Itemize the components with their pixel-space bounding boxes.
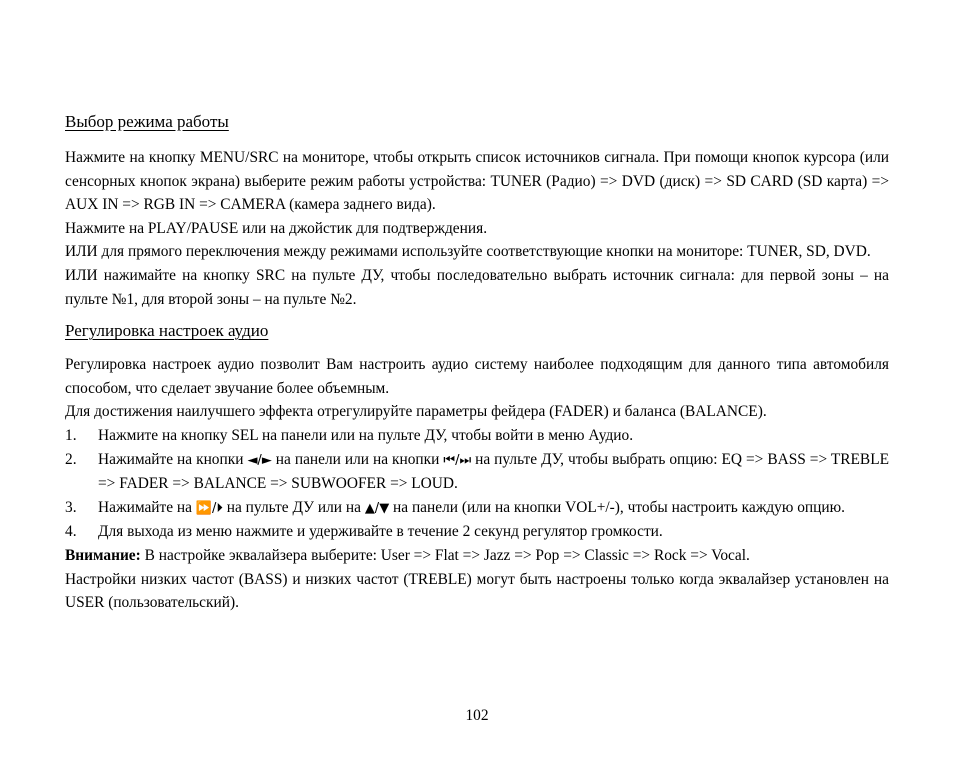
paragraph-fader-balance: Для достижения наилучшего эффекта отрегулируйте параметры фейдера (FADER) и баланса (BALANCE). [65,403,767,421]
step-number: 4. [65,523,77,541]
step-text: Для выхода из меню нажмите и удерживайте в течение 2 секунд регулятор громкости. [98,523,663,541]
list-item [65,424,889,448]
step-text-post: на пульте ДУ, чтобы выбрать опцию: EQ => BASS => TREBLE => FADER => BALANCE => SUBWOOFER => LOUD. [98,450,890,493]
note-paragraph [65,544,889,568]
note-text: В настройке эквалайзера выберите: User => Flat => Jazz => Pop => Classic => Rock => Vocal. [140,546,750,564]
left-right-arrows-icon: ◄/► [247,452,272,468]
step-text-pre: Нажимайте на [98,498,196,516]
paragraph-audio-intro: Регулировка настроек аудио позволит Вам настроить аудио систему наиболее подходящим для данного типа автомобиля способом, что сделает звучание более объемным. [65,356,889,397]
paragraph-confirm: Нажмите на PLAY/PAUSE или на джойстик для подтверждения. [65,219,488,237]
step-text-pre: Нажимайте на кнопки [98,450,248,468]
step-text-mid: на пульте ДУ или на [222,498,365,516]
audio-steps-list [65,424,889,544]
page-number: 102 [465,707,489,724]
list-item [65,520,889,544]
paragraph-remote-src: ИЛИ нажимайте на кнопку SRC на пульте ДУ, чтобы последовательно выбрать источник сигнала: для первой зоны – на пульте №1, для второй зоны – на пульте №2. [65,266,889,308]
up-down-arrows-icon: ▲/▼ [364,500,390,516]
step-text: Нажмите на кнопку SEL на панели или на пульте ДУ, чтобы войти в меню Аудио. [98,426,634,444]
list-item [65,496,889,521]
step-text-mid: на панели или на кнопки [271,450,444,468]
paragraph-direct-switch: ИЛИ для прямого переключения между режимами используйте соответствующие кнопки на мониторе: TUNER, SD, DVD. [65,243,871,261]
paragraph-menu-src: Нажмите на кнопку MENU/SRC на мониторе, чтобы открыть список источников сигнала. При помощи кнопок курсора (или сенсорных кнопок экрана) выберите режим работы устройства: TUNER (Радио) => DVD (диск) => SD CARD (SD карта) => AUX IN => RGB IN => CAMERA (камера заднего вида). [65,149,889,214]
section-title-audio-settings: Регулировка настроек аудио [65,321,269,341]
fast-forward-play-icon: ⏩/⏵ [195,500,223,516]
step-number: 2. [65,450,77,468]
step-number: 1. [65,426,77,444]
step-text-post: на панели (или на кнопки VOL+/-), чтобы настроить каждую опцию. [389,498,845,516]
list-item [65,448,889,496]
paragraph-bass-treble: Настройки низких частот (BASS) и низких частот (TREBLE) могут быть настроены только когда эквалайзер установлен на USER (пользовательский). [65,570,889,612]
section-title-mode-select: Выбор режима работы [65,112,229,131]
manual-page [65,108,889,615]
step-number: 3. [65,498,77,516]
note-label: Внимание: [65,546,141,564]
prev-next-track-icon: ⏮/⏭ [443,452,472,468]
